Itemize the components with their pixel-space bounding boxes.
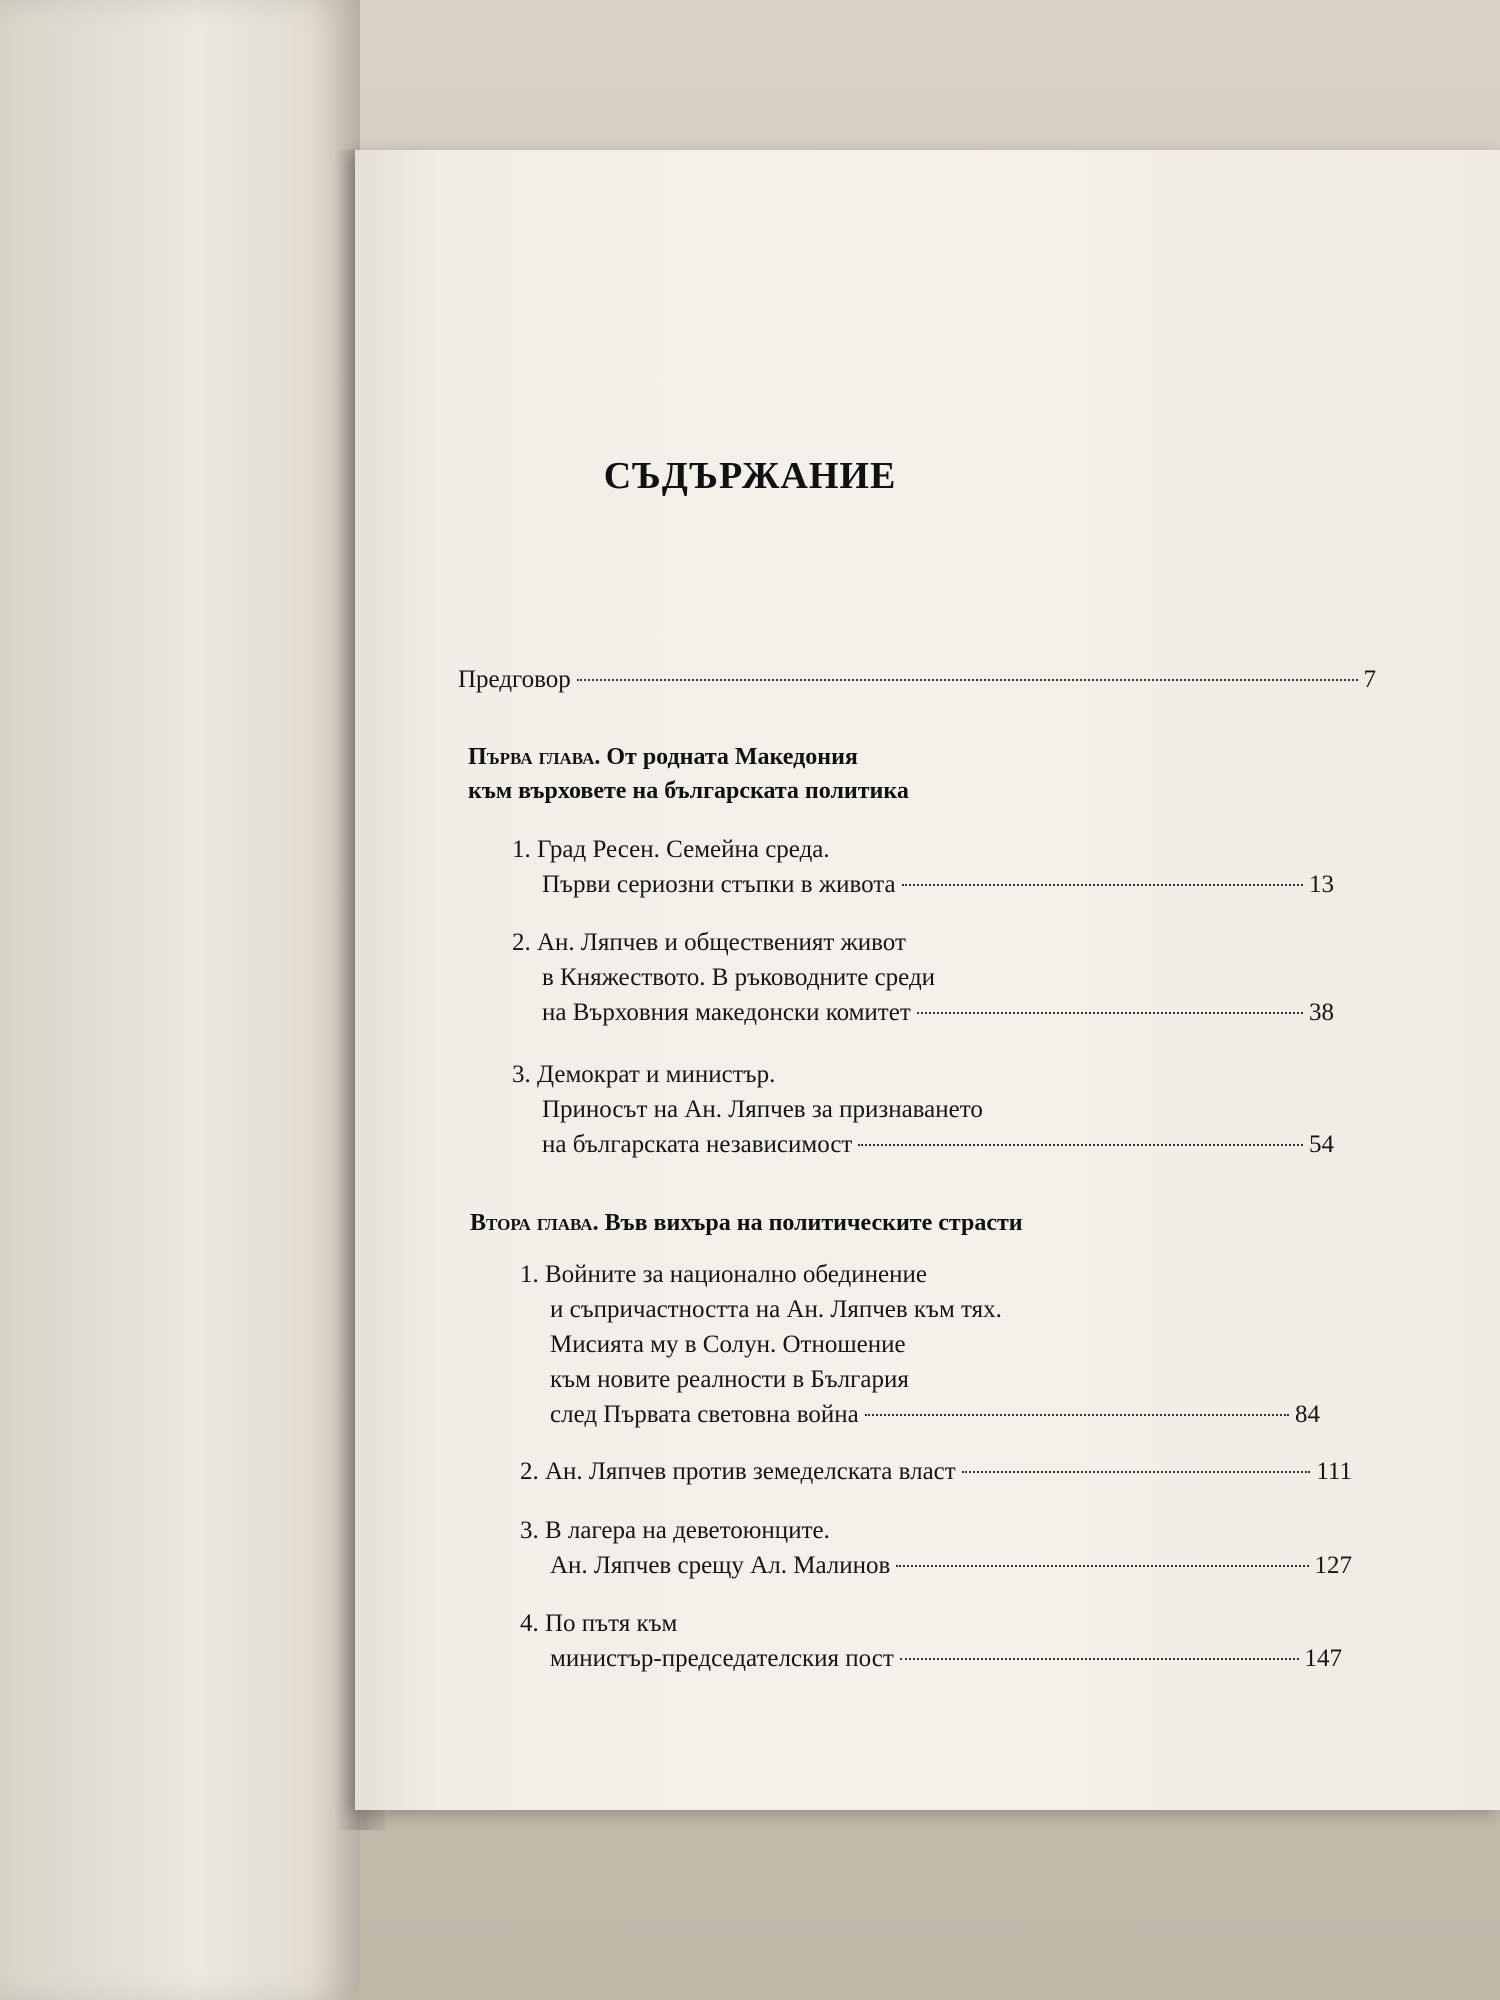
chapter-prefix: Втора глава. <box>470 1210 599 1236</box>
dot-leader <box>865 1414 1289 1416</box>
toc-entry <box>520 1513 1352 1583</box>
entry-line: 3. Демократ и министър. <box>512 1061 776 1088</box>
toc-entry <box>512 925 1334 1030</box>
entry-page-number: 84 <box>1295 1401 1320 1428</box>
entry-line: Първи сериозни стъпки в живота <box>542 871 896 898</box>
dot-leader <box>896 1565 1308 1567</box>
dot-leader <box>902 884 1303 886</box>
page-title: СЪДЪРЖАНИЕ <box>603 455 897 497</box>
entry-page-number: 13 <box>1309 871 1334 898</box>
entry-line: след Първата световна война <box>550 1401 859 1428</box>
entry-line: на българската независимост <box>542 1131 853 1158</box>
entry-line: и съпричастността на Ан. Ляпчев към тях. <box>550 1296 1002 1323</box>
chapter-heading-1 <box>468 740 909 808</box>
entry-line: министър-председателския пост <box>550 1645 894 1672</box>
chapter-heading-2 <box>470 1206 1023 1240</box>
toc-entry <box>512 832 1334 902</box>
entry-line: 2. Ан. Ляпчев против земеделската власт <box>520 1458 956 1485</box>
entry-line: 1. Войните за национално обединение <box>520 1261 927 1288</box>
entry-line: 3. В лагера на деветоюнците. <box>520 1517 830 1544</box>
toc-entry-preface <box>458 662 1376 697</box>
toc-entry <box>512 1057 1334 1162</box>
dot-leader <box>900 1658 1299 1660</box>
entry-line: Приносът на Ан. Ляпчев за признаването <box>542 1096 983 1123</box>
dot-leader <box>917 1012 1303 1014</box>
entry-line: на Върховния македонски комитет <box>542 999 911 1026</box>
entry-page-number: 147 <box>1304 1645 1342 1672</box>
entry-line: Мисията му в Солун. Отношение <box>550 1331 906 1358</box>
entry-page-number: 7 <box>1363 666 1376 693</box>
left-facing-page <box>0 0 360 2000</box>
entry-page-number: 127 <box>1314 1552 1352 1579</box>
entry-page-number: 38 <box>1309 999 1334 1026</box>
toc-entry <box>520 1606 1342 1676</box>
chapter-title-line: Във вихъра на политическите страсти <box>604 1210 1023 1236</box>
entry-line: в Княжеството. В ръководните среди <box>542 964 936 991</box>
entry-line: 4. По пътя към <box>520 1610 678 1637</box>
dot-leader <box>962 1471 1311 1473</box>
chapter-title-line: към върховете на българската политика <box>468 778 909 804</box>
toc-entry <box>520 1257 1320 1432</box>
entry-line: 2. Ан. Ляпчев и общественият живот <box>512 929 906 956</box>
chapter-prefix: Първа глава. <box>468 744 601 770</box>
dot-leader <box>858 1144 1303 1146</box>
dot-leader <box>577 679 1358 681</box>
chapter-title-line: От родната Македония <box>606 744 858 770</box>
entry-line: към новите реалности в България <box>550 1366 909 1393</box>
entry-label: Предговор <box>458 666 571 693</box>
entry-line: Ан. Ляпчев срещу Ал. Малинов <box>550 1552 891 1579</box>
toc-entry <box>520 1454 1352 1489</box>
entry-page-number: 111 <box>1316 1458 1352 1485</box>
entry-page-number: 54 <box>1309 1131 1334 1158</box>
entry-line: 1. Град Ресен. Семейна среда. <box>512 836 830 863</box>
